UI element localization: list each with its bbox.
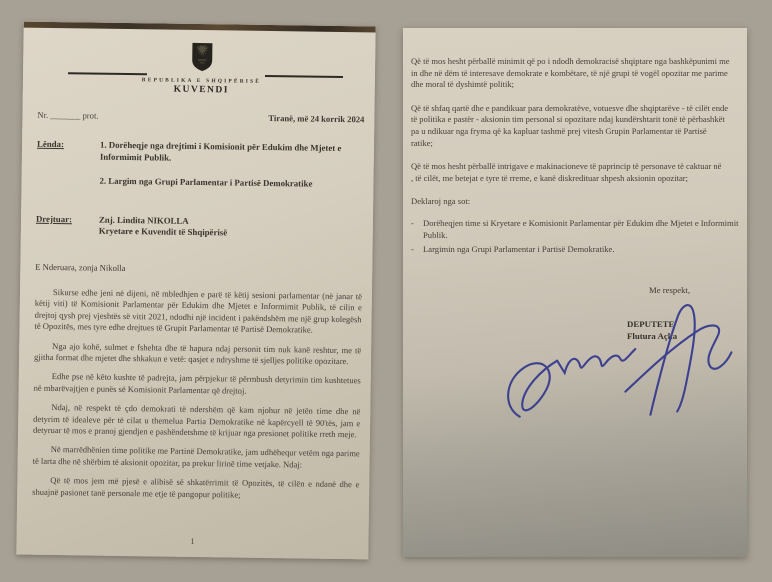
declaration-text: Largimin nga Grupi Parlamentar i Partisë Demokratike. (423, 243, 615, 254)
protocol-number: Nr. _______ prot. (37, 110, 99, 122)
addressee-content (99, 215, 363, 242)
declaration-intro: Deklaroj nga sot: (411, 196, 471, 207)
subject-row (36, 139, 364, 191)
text-line: ratike; (411, 137, 433, 148)
paragraph: Ndaj, në respekt të çdo demokrati të ndershëm që kam njohur në jetën time dhe në detyrim të idealeve për të cilat u themelua Partia Demokratike në kapërcyell të 90'tës, jam e detyruar të mos e pranoj gjendjen e pashëndetshme të krijuar nga presionet politike rreth meje. (32, 402, 361, 440)
paragraph: Që të mos jem më pjesë e alibisë së shkatërrimit të Opozitës, të cilën e ndanë dhe e shuajnë pasionet tanë personale me etje të pangopur politike; (32, 475, 360, 500)
text-line: Që të mos hesht përballë minimit që po i ndodh demokracisë shqiptare nga bashkëpunimi me (411, 56, 730, 66)
subject-item-2: 2. Largim nga Grupi Parlamentar i Partisë Demokratike (99, 176, 313, 190)
text-line: dhe moral të dyshimtë politik; (411, 79, 515, 90)
subject-content (99, 140, 364, 191)
paragraph: Edhe pse në këto kushte të padrejta, jam përpjekur të përmbush detyrimin tim kushtetues në mbarëvajtjen e punës së Komisionit Parlamentar që drejtoj. (33, 371, 361, 396)
text-line: të politika e pastër - aksionin tim personal si opozitare ndaj kundërshtarit tonë të përbashkët (411, 114, 725, 125)
declaration-item (411, 218, 741, 241)
addressee-name: Znj. Lindita NIKOLLA (98, 214, 189, 226)
declaration-text: Dorëheqjen time si Kryetare e Komisionit Parlamentar për Edukim dhe Mjetet e Informimit Publik. (423, 218, 739, 240)
paragraph: Sikurse edhe jeni në dijeni, në mbledhjen e parë të këtij sesioni parlamentar (në janar të këtij viti) të Komisionit Parlamentar për Edukim dhe Mjetet e Informimit Publik, të cilin e drejtoj qysh prej vjeshtës së vitit 2021, ndodhi një incident i pakëndshëm me një grup kolegësh të Opozitës, mes tyre edhe drejtues të Grupit Parlamentar të Partisë Demokratike. (34, 286, 363, 335)
subject-item-1: 1. Dorëheqje nga drejtimi i Komisionit për Edukim dhe Mjetet e Informimit Publik. (99, 140, 342, 163)
right-rule (264, 75, 343, 78)
text-line: pa u ndikuar nga fryma që ka kapluar tashmë prej vitesh Grupin Parlamentar të Partisë (411, 125, 707, 136)
page-2-content (403, 28, 747, 557)
letterhead (38, 40, 366, 98)
paragraph: Në marrëdhënien time politike me Partinë Demokratike, jam udhëhequr vetëm nga parime të larta dhe në shërbim të aksionit opozitar, pa prekur lirinë time vetjake. Ndaj: (32, 444, 360, 470)
addressee-title: Kryetare e Kuvendit të Shqipërisë (98, 226, 228, 238)
paragraph: Nga ajo kohë, sulmet e fshehta dhe të hapura ndaj personit tim nuk kanë reshtur, me të gjitha format dhe mjetet dhe shkakun e vetë: qasjet e ndryshme të sjelljes politike opozitare. (33, 340, 362, 367)
letter-date: Tiranë, më 24 korrik 2024 (268, 113, 365, 125)
letter-body-page-1 (32, 287, 362, 503)
declaration-item (411, 244, 741, 256)
paragraph (411, 161, 741, 184)
addressee-row (36, 214, 363, 242)
text-line: Që të shfaq qartë dhe e pandikuar para demokratëve, votuesve dhe shqiptarëve - të cilët ende (411, 102, 729, 113)
subject-label: Lënda: (36, 139, 64, 150)
republic-title: REPUBLIKA E SHQIPËRISË (141, 77, 262, 86)
paragraph (411, 56, 741, 91)
text-line: in dhe në dëm të interesave demokrate e kombëtare, të një grupi të vogël opozitar me parime (411, 67, 728, 78)
paragraph (411, 103, 741, 149)
albania-eagle-shield-icon (188, 42, 214, 77)
signer-block (627, 318, 741, 342)
signer-name: Flutura Açka (627, 331, 678, 342)
list-dash-marker: - (411, 243, 414, 254)
reference-row (37, 110, 364, 125)
text-line: Që të mos hesht përballë intrigave e makinacioneve të paprincip të personave të caktuar në (411, 161, 722, 172)
signer-role: DEPUTETE (627, 319, 675, 330)
letter-page-2 (403, 28, 747, 557)
page-1-content (16, 28, 375, 560)
page-number: 1 (190, 535, 195, 547)
addressee-label: Drejtuar: (35, 213, 73, 225)
closing-salutation: Me respekt, (649, 285, 691, 296)
assembly-title: KUVENDI (173, 85, 230, 96)
salutation: E Nderuara, zonja Nikolla (35, 261, 126, 273)
letter-page-1 (16, 22, 375, 560)
text-line: , të cilët, me betejat e tyre të rreme, e kanë diskredituar shpesh aksionin opozitar; (411, 172, 688, 183)
declaration-list (411, 218, 741, 255)
list-dash-marker: - (411, 218, 414, 229)
left-rule (68, 72, 147, 75)
